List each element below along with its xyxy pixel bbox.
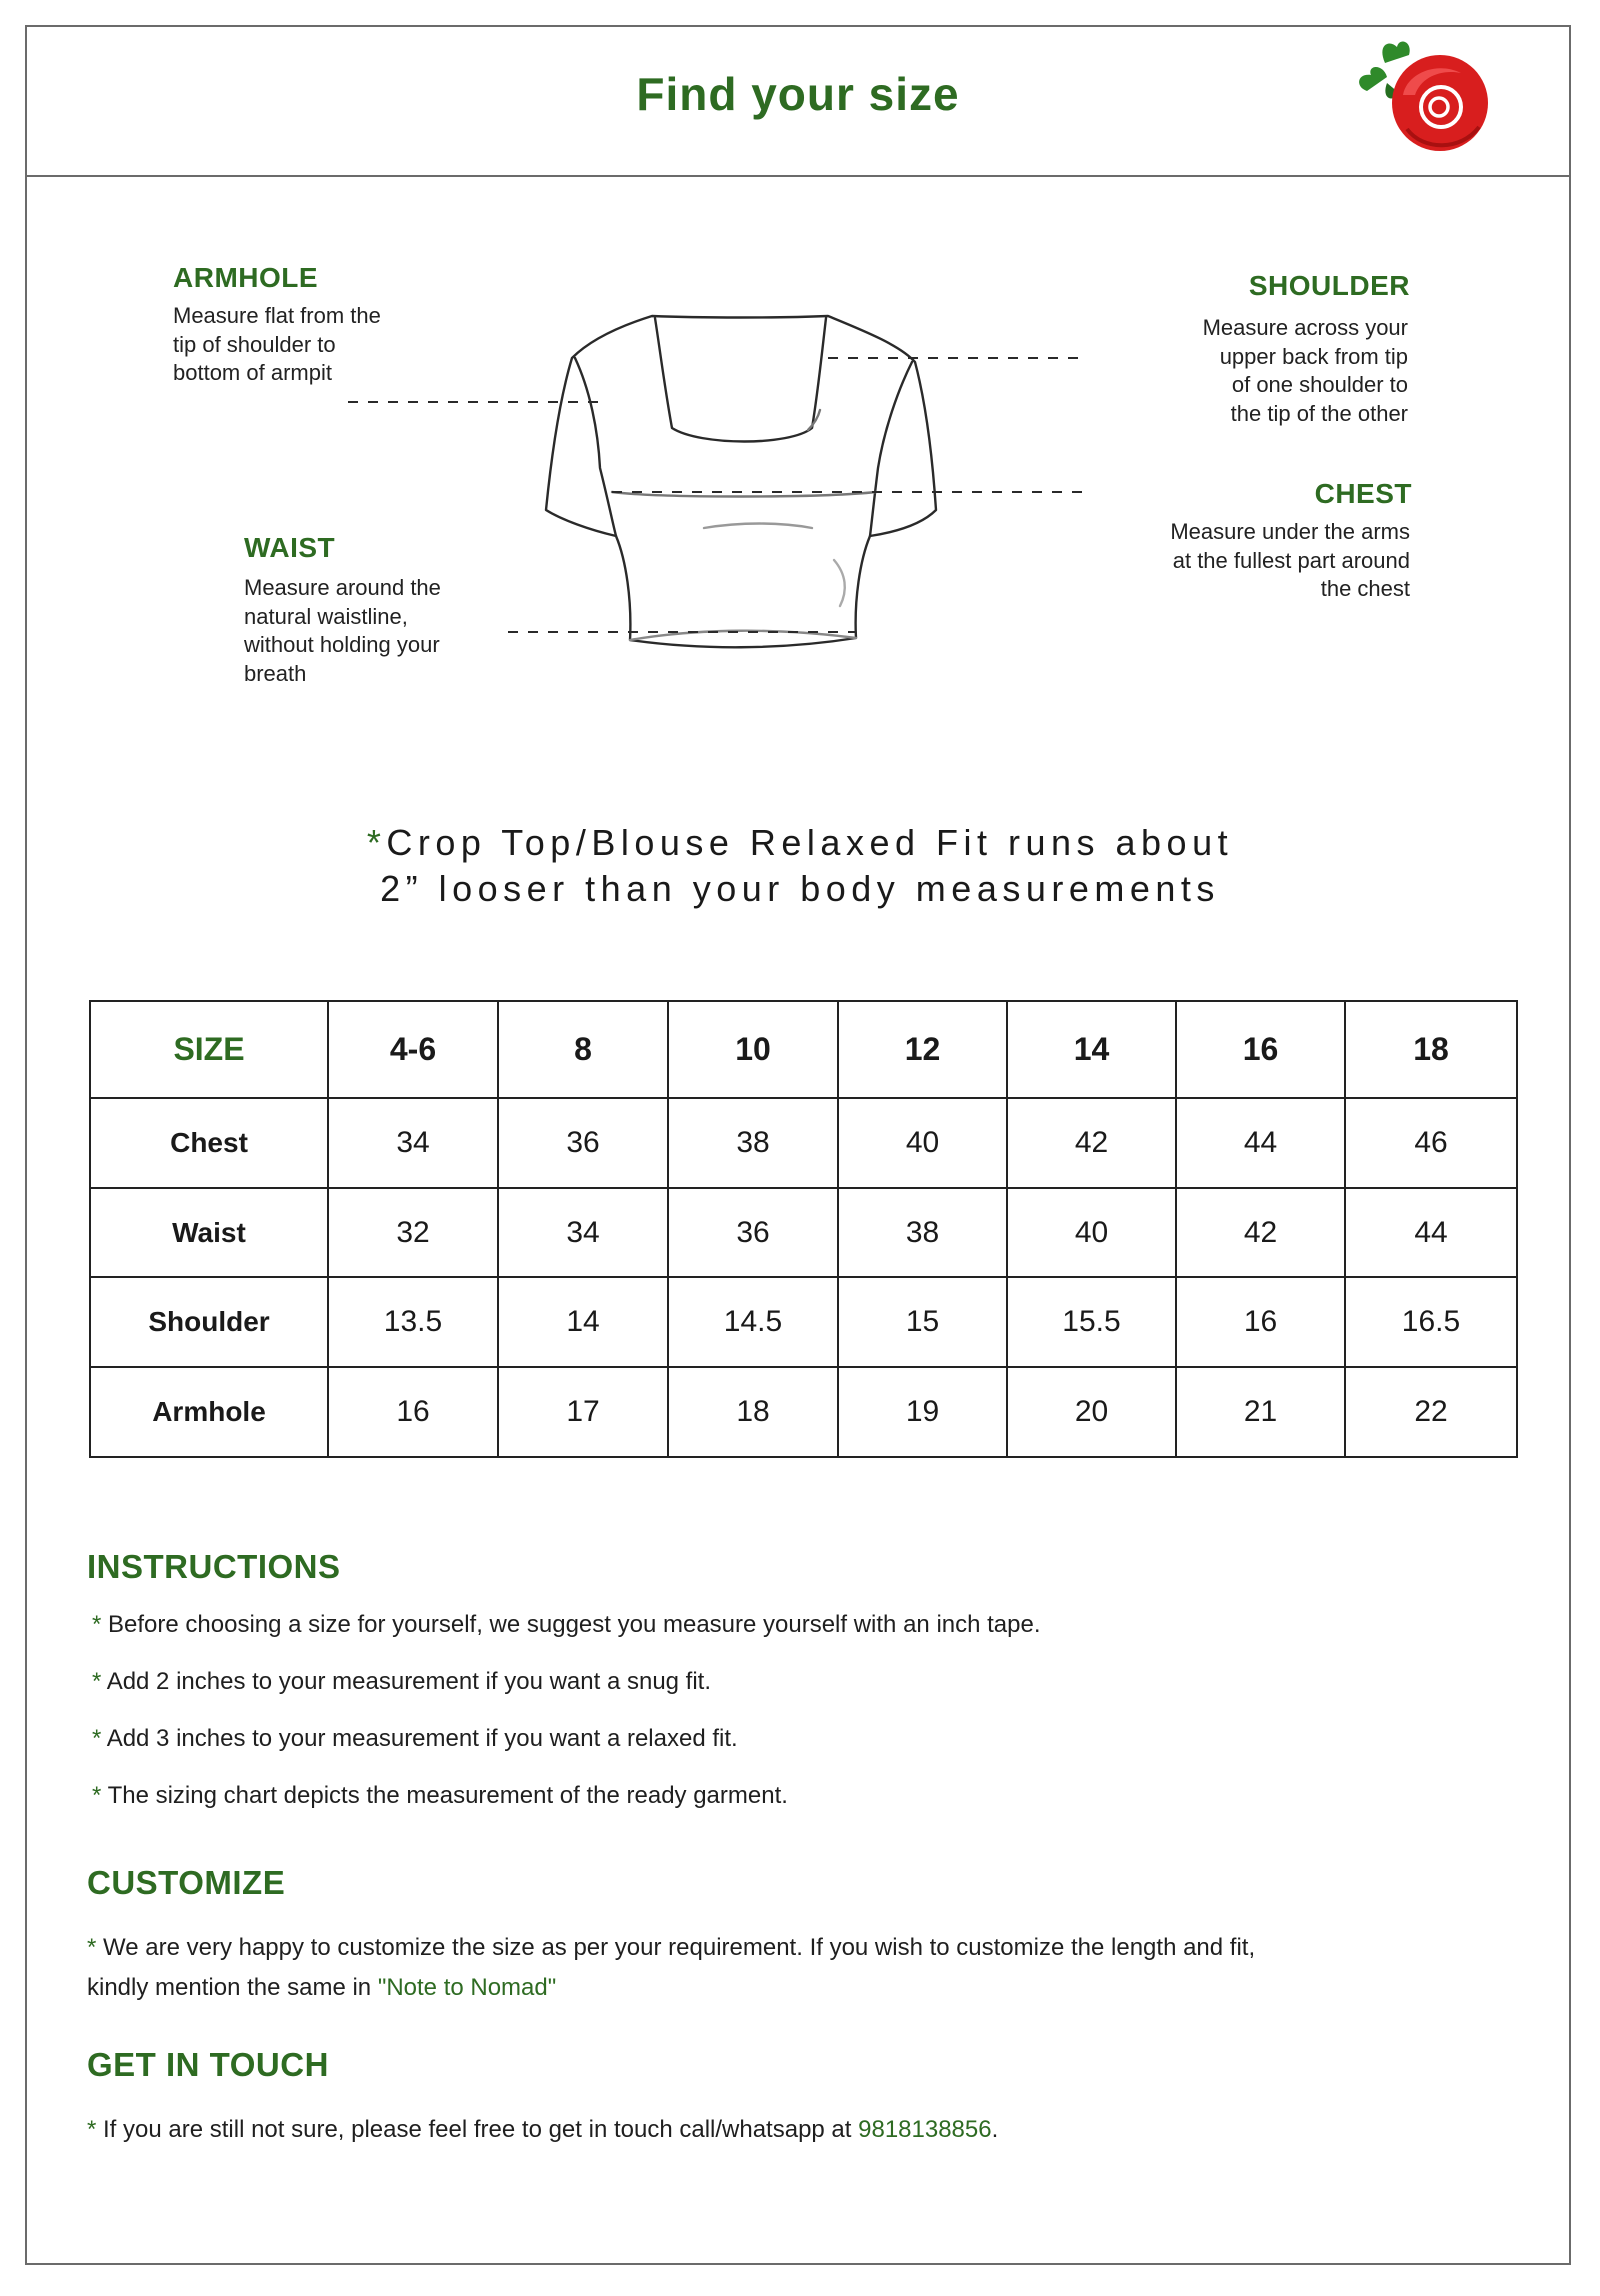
table-cell: 22 [1345,1367,1517,1457]
waist-line: natural waistline, [244,603,408,629]
size-column-header: 14 [1007,1001,1176,1098]
page-title: Find your size [636,68,960,120]
chest-line: at the fullest part around [1172,547,1410,573]
row-label: Shoulder [90,1277,328,1367]
chest-title: CHEST [1314,478,1412,509]
table-cell: 34 [328,1098,498,1188]
customize-text [87,1928,1255,2008]
table-cell: 34 [498,1188,668,1278]
table-cell: 20 [1007,1367,1176,1457]
bullet-star: * [92,1668,102,1695]
size-column-header: 8 [498,1001,668,1098]
table-cell: 38 [838,1188,1007,1278]
table-cell: 44 [1345,1188,1517,1278]
shoulder-line: Measure across your [1202,315,1408,340]
table-cell: 16 [328,1367,498,1457]
table-cell: 14.5 [668,1277,838,1367]
shoulder-line: the tip of the other [1230,400,1408,426]
table-cell: 21 [1176,1367,1345,1457]
instruction-item [92,1605,1041,1645]
shoulder-description [1060,314,1408,428]
instruction-item [92,1776,788,1816]
size-column-header: 16 [1176,1001,1345,1098]
armhole-title: ARMHOLE [173,262,319,293]
chest-line: the chest [1320,576,1410,601]
chest-line: Measure under the arms [1170,519,1410,544]
customize-title: CUSTOMIZE [87,1864,286,1901]
size-column-header: 4-6 [328,1001,498,1098]
instruction-text: Add 2 inches to your measurement if you want a snug fit. [106,1668,712,1695]
customize-line-2 [87,1968,1255,2008]
row-label: Armhole [90,1367,328,1457]
shoulder-title: SHOULDER [1248,270,1410,301]
armhole-line: bottom of armpit [173,360,332,385]
table-cell: 42 [1176,1188,1345,1278]
contact-title: GET IN TOUCH [87,2046,329,2083]
table-cell: 19 [838,1367,1007,1457]
instruction-item [92,1719,738,1759]
bullet-star: * [92,1725,102,1752]
table-cell: 16.5 [1345,1277,1517,1367]
table-row [90,1277,1517,1367]
waist-line: without holding your [244,632,440,657]
instruction-text: Before choosing a size for yourself, we suggest you measure yourself with an inch tape. [108,1611,1041,1638]
size-column-header: 18 [1345,1001,1517,1098]
row-label: Chest [90,1098,328,1188]
contact-line-text: If you are still not sure, please feel free to get in touch call/whatsapp at [103,2116,859,2143]
size-chart-table [89,1000,1518,1458]
instruction-text: The sizing chart depicts the measurement of the ready garment. [107,1782,788,1809]
bullet-star: * [92,1782,102,1809]
table-cell: 14 [498,1277,668,1367]
contact-end: . [991,2116,999,2143]
phone-number-link[interactable]: 9818138856 [858,2116,992,2143]
table-cell: 38 [668,1098,838,1188]
bullet-star: * [87,2116,97,2143]
table-cell: 46 [1345,1098,1517,1188]
note-star: * [366,822,387,863]
chest-description [1060,518,1410,604]
table-row [90,1098,1517,1188]
customize-line-text: We are very happy to customize the size as per your requirement. If you wish to customize the length and fit, [103,1934,1256,1961]
instructions-title: INSTRUCTIONS [87,1548,341,1585]
table-cell: 17 [498,1367,668,1457]
fit-note-line-1 [0,820,1600,866]
row-label: Waist [90,1188,328,1278]
table-cell: 18 [668,1367,838,1457]
contact-text [87,2110,998,2150]
table-cell: 15.5 [1007,1277,1176,1367]
table-cell: 36 [498,1098,668,1188]
fit-note [0,820,1600,912]
table-row [90,1188,1517,1278]
table-header-row [90,1001,1517,1098]
instruction-text: Add 3 inches to your measurement if you want a relaxed fit. [106,1725,738,1752]
size-column-header: 12 [838,1001,1007,1098]
fit-note-line-2: 2” looser than your body measurements [380,868,1220,909]
table-cell: 16 [1176,1277,1345,1367]
instruction-item [92,1662,711,1702]
shoulder-line: of one shoulder to [1231,372,1408,397]
measurement-diagram [0,0,1600,760]
size-column-header: 10 [668,1001,838,1098]
table-cell: 36 [668,1188,838,1278]
bullet-star: * [92,1611,102,1638]
table-cell: 13.5 [328,1277,498,1367]
table-cell: 40 [1007,1188,1176,1278]
table-cell: 32 [328,1188,498,1278]
fit-note-text: Crop Top/Blouse Relaxed Fit runs about [386,822,1234,863]
size-header: SIZE [90,1001,328,1098]
customize-line-text: kindly mention the same in [87,1974,378,2001]
table-cell: 44 [1176,1098,1345,1188]
table-cell: 40 [838,1098,1007,1188]
waist-title: WAIST [244,532,336,563]
customize-line-1 [87,1928,1255,1968]
table-cell: 42 [1007,1098,1176,1188]
armhole-line: Measure flat from the [173,303,381,328]
table-row [90,1367,1517,1457]
waist-line: breath [244,660,307,686]
crop-top-illustration [330,290,1090,670]
bullet-star: * [87,1934,97,1961]
note-to-nomad-link[interactable]: "Note to Nomad" [377,1974,557,2001]
table-cell: 15 [838,1277,1007,1367]
waist-line: Measure around the [244,575,441,600]
armhole-line: tip of shoulder to [173,331,336,357]
shoulder-line: upper back from tip [1219,343,1408,369]
